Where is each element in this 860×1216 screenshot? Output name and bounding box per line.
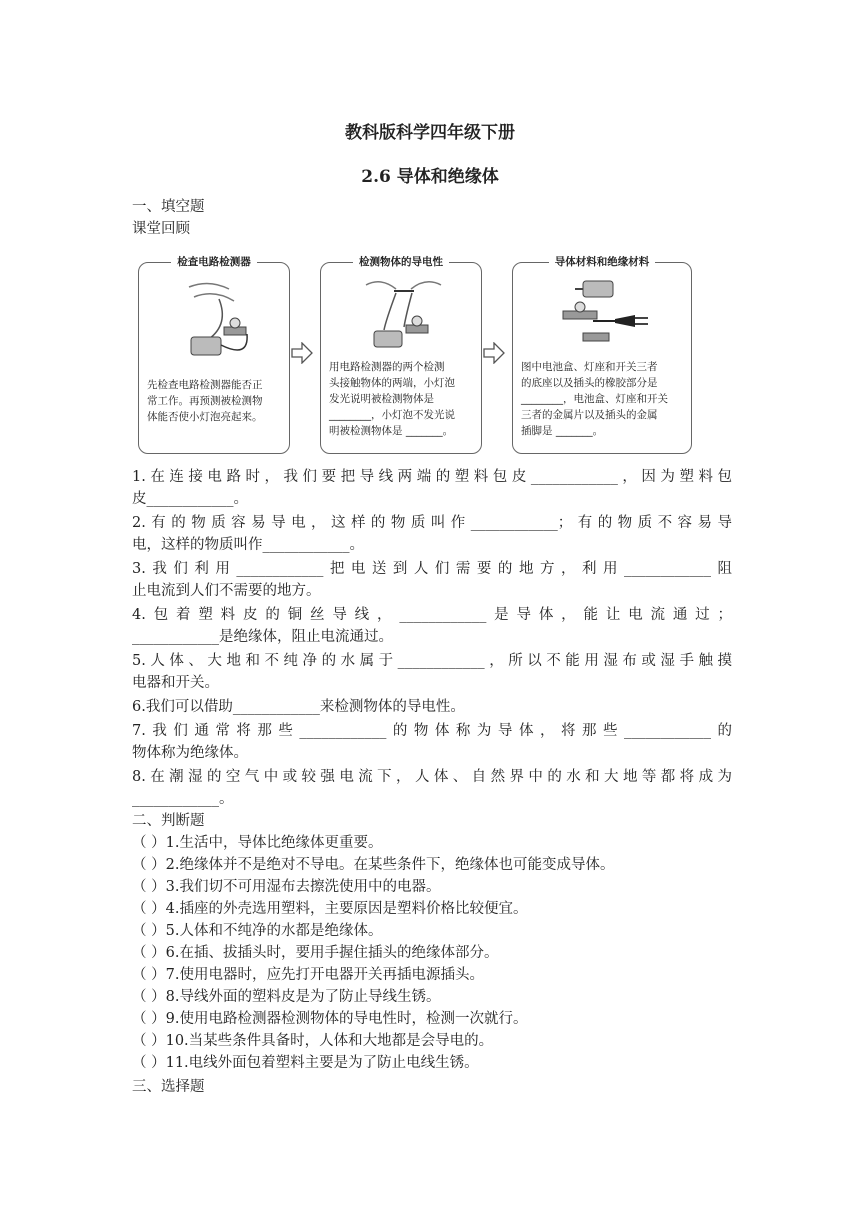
- panel-1-text-line: 体能否使小灯泡亮起来。: [147, 411, 263, 423]
- arrow-right-icon: [483, 342, 505, 364]
- document-title: 教科版科学四年级下册: [345, 123, 515, 143]
- figure-panel-3: [512, 256, 692, 454]
- judge-question-line: （ ）4.插座的外壳选用塑料，主要原因是塑料价格比较便宜。: [132, 901, 528, 917]
- panel-3-text-line: 三者的金属片以及插头的金属: [521, 409, 658, 421]
- panel-1-text-line: 常工作。再预测被检测物: [147, 395, 263, 407]
- panel-1-text-line: 先检查电路检测器能否正: [147, 379, 263, 391]
- materials-illustration: [553, 277, 653, 353]
- fill-question-line: 1.在连接电路时，我们要把导线两端的塑料包皮____________，因为塑料包: [132, 469, 732, 485]
- panel-3-text-line: ________，电池盒、灯座和开关: [521, 393, 668, 405]
- panel-2-text-line: 头接触物体的两端，小灯泡: [329, 377, 455, 389]
- fill-question-line: 2.有的物质容易导电，这样的物质叫作____________；有的物质不容易导: [132, 515, 732, 531]
- panel-2-title: 检测物体的导电性: [353, 256, 449, 268]
- circuit-tester-illustration: [169, 279, 259, 371]
- figure-panel-2: [320, 256, 482, 454]
- judge-question-line: （ ）11.电线外面包着塑料主要是为了防止电线生锈。: [132, 1055, 479, 1071]
- fill-question-line: 5.人体、大地和不纯净的水属于____________，所以不能用湿布或湿手触摸: [132, 653, 732, 669]
- fill-question-line: 3.我们利用____________把电送到人们需要的地方，利用____________阻: [132, 561, 732, 577]
- fill-question-line: 止电流到人们不需要的地方。: [132, 583, 321, 599]
- panel-2-text-line: ________，小灯泡不发光说: [329, 409, 455, 421]
- fill-question-line: ____________。: [132, 791, 234, 807]
- panel-3-text-line: 图中电池盒、灯座和开关三者: [521, 361, 658, 373]
- judge-question-line: （ ）9.使用电路检测器检测物体的导电性时，检测一次就行。: [132, 1011, 528, 1027]
- fill-question-line: 6.我们可以借助____________来检测物体的导电性。: [132, 699, 465, 715]
- fill-question-line: 皮____________。: [132, 491, 248, 507]
- judge-question-line: （ ）2.绝缘体并不是绝对不导电。在某些条件下，绝缘体也可能变成导体。: [132, 857, 615, 873]
- section-subheading-review: 课堂回顾: [132, 221, 190, 237]
- judge-question-line: （ ）3.我们切不可用湿布去擦洗使用中的电器。: [132, 879, 441, 895]
- fill-question-line: 4.包着塑料皮的铜丝导线，____________是导体，能让电流通过；: [132, 607, 732, 623]
- judge-question-line: （ ）10.当某些条件具备时，人体和大地都是会导电的。: [132, 1033, 494, 1049]
- fill-question-line: 8.在潮湿的空气中或较强电流下，人体、自然界中的水和大地等都将成为: [132, 769, 732, 785]
- section-heading-judge: 二、判断题: [132, 813, 205, 829]
- panel-2-text-line: 明被检测物体是 _______。: [329, 425, 454, 437]
- fill-question-line: 电，这样的物质叫作____________。: [132, 537, 364, 553]
- conductivity-test-illustration: [356, 275, 451, 353]
- panel-1-title: 检查电路检测器: [171, 256, 257, 268]
- panel-3-title: 导体材料和绝缘材料: [549, 256, 656, 268]
- judge-question-line: （ ）8.导线外面的塑料皮是为了防止导线生锈。: [132, 989, 441, 1005]
- panel-2-text-line: 发光说明被检测物体是: [329, 393, 434, 405]
- fill-question-line: 物体称为绝缘体。: [132, 745, 248, 761]
- panel-3-text-line: 插脚是 _______。: [521, 425, 604, 437]
- judge-question-line: （ ）5.人体和不纯净的水都是绝缘体。: [132, 923, 383, 939]
- lesson-title: 2.6 导体和绝缘体: [361, 167, 499, 187]
- judge-question-line: （ ）1.生活中，导体比绝缘体更重要。: [132, 835, 383, 851]
- figure-panel-1: [138, 256, 290, 454]
- fill-question-line: 电器和开关。: [132, 675, 219, 691]
- fill-question-line: ____________是绝缘体，阻止电流通过。: [132, 629, 393, 645]
- judge-question-line: （ ）7.使用电器时，应先打开电器开关再插电源插头。: [132, 967, 484, 983]
- panel-2-text-line: 用电路检测器的两个检测: [329, 361, 445, 373]
- fill-question-line: 7.我们通常将那些____________的物体称为导体，将那些____________的: [132, 723, 732, 739]
- panel-3-text-line: 的底座以及插头的橡胶部分是: [521, 377, 658, 389]
- judge-question-line: （ ）6.在插、拔插头时，要用手握住插头的绝缘体部分。: [132, 945, 499, 961]
- section-heading-fill: 一、填空题: [132, 199, 205, 215]
- section-heading-choice: 三、选择题: [132, 1079, 205, 1095]
- arrow-right-icon: [291, 342, 313, 364]
